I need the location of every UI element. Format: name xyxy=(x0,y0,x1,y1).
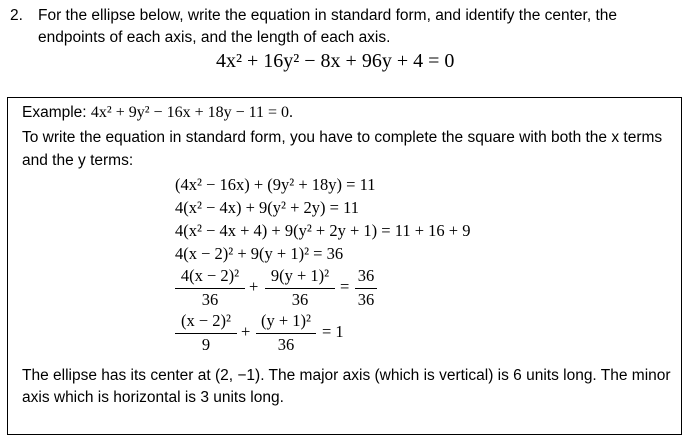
frac-step-op-1: + xyxy=(249,277,259,296)
frac-step-term-3 xyxy=(355,266,377,310)
final-step-denominator-1: 9 xyxy=(201,335,211,354)
example-intro-line-2: and the y terms: xyxy=(22,152,134,169)
fraction-bar xyxy=(265,288,335,289)
example-intro-line-1: To write the equation in standard form, you have to complete the square with both the x terms xyxy=(22,129,663,146)
conclusion-line-2: axis which is horizontal is 3 units long. xyxy=(22,389,284,406)
final-step-term-2 xyxy=(256,311,316,355)
step-1: (4x² − 16x) + (9y² + 18y) = 11 xyxy=(175,175,376,194)
frac-step-op-2: = xyxy=(340,277,350,296)
step-3: 4(x² − 4x + 4) + 9(y² + 2y + 1) = 11 + 16 + 9 xyxy=(175,221,471,240)
problem-text-line-1: For the ellipse below, write the equation in standard form, and identify the center, the xyxy=(38,7,618,24)
final-step-op-1: + xyxy=(241,322,251,341)
fraction-bar xyxy=(175,288,245,289)
problem-number: 2. xyxy=(10,7,23,24)
fraction-bar xyxy=(355,288,377,289)
frac-step-term-1 xyxy=(175,266,245,310)
final-step-denominator-2: 36 xyxy=(277,335,295,354)
frac-step-denominator-2: 36 xyxy=(291,290,309,309)
example-equation: 4x² + 9y² − 16x + 18y − 11 = 0. xyxy=(90,104,294,121)
final-step-numerator-2: (y + 1)² xyxy=(261,311,311,330)
frac-step-term-2 xyxy=(265,266,335,310)
frac-step-denominator-1: 36 xyxy=(201,290,219,309)
frac-step-numerator-3: 36 xyxy=(357,266,375,285)
problem-text-line-2: endpoints of each axis, and the length of each axis. xyxy=(38,29,391,46)
frac-step-numerator-1: 4(x − 2)² xyxy=(180,266,240,285)
frac-step-denominator-3: 36 xyxy=(357,290,375,309)
example-label: Example: xyxy=(22,104,91,121)
step-2: 4(x² − 4x) + 9(y² + 2y) = 11 xyxy=(175,198,359,217)
fraction-bar xyxy=(175,333,237,334)
final-step-rhs: = 1 xyxy=(322,322,344,341)
step-4: 4(x − 2)² + 9(y + 1)² = 36 xyxy=(175,244,344,263)
fraction-bar xyxy=(256,333,316,334)
problem-equation: 4x² + 16y² − 8x + 96y + 4 = 0 xyxy=(216,50,455,72)
conclusion-line-1: The ellipse has its center at (2, −1). The major axis (which is vertical) is 6 units long. The minor xyxy=(22,367,671,384)
final-step-term-1 xyxy=(175,311,237,355)
example-heading xyxy=(22,104,293,122)
frac-step-numerator-2: 9(y + 1)² xyxy=(270,266,330,285)
final-step-numerator-1: (x − 2)² xyxy=(181,311,231,330)
